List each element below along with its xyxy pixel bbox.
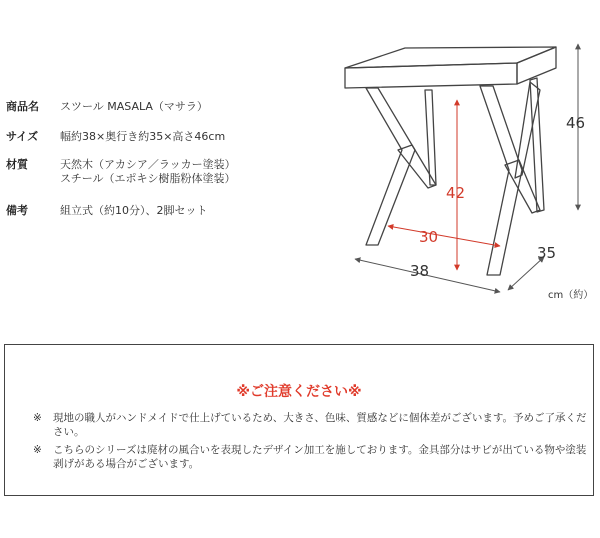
notice-mark: ※ [33,444,42,456]
spec-value-material-1: 天然木（アカシア／ラッカー塗装） [60,158,236,171]
notice-title: ※ご注意ください※ [236,384,362,400]
notice-mark: ※ [33,412,42,424]
spec-label-material: 材質 [6,158,28,171]
dim-depth-label: 35 [537,244,557,262]
dim-seat-height-label: 42 [446,184,466,202]
dim-inner-width-label: 30 [419,228,439,246]
inner-width-dim-line [388,226,500,246]
spec-value-size: 幅約38×奥行き約35×高さ46cm [60,130,226,143]
notice-item [33,443,589,471]
spec-label-name: 商品名 [6,100,39,113]
notice-text: 現地の職人がハンドメイドで仕上げているため、大きさ、色味、質感などに個体差がございます。予めご了承ください。 [53,412,587,438]
notice-text: こちらのシリーズは廃材の風合いを表現したデザイン加工を施しております。金具部分はサビが出ている物や塗装剥げがある場合がございます。 [53,444,587,470]
notice-item [33,411,589,439]
spec-value-notes: 組立式（約10分）、2脚セット [60,204,208,217]
dim-height-label: 46 [566,114,586,132]
stool-outline [345,47,556,275]
unit-label: cm（約） [548,290,594,301]
dim-width-label: 38 [410,262,430,280]
notice-box [4,344,594,496]
spec-label-notes: 備考 [6,204,28,217]
spec-value-material-2: スチール（エポキシ樹脂粉体塗装） [60,172,236,185]
back-brace-right [515,82,540,178]
spec-label-size: サイズ [6,130,39,143]
back-leg-left [425,90,436,185]
spec-value-name: スツール MASALA（マサラ） [60,100,208,113]
front-leg-right [480,86,522,275]
front-leg-left [366,88,415,245]
seat-front [345,63,517,88]
